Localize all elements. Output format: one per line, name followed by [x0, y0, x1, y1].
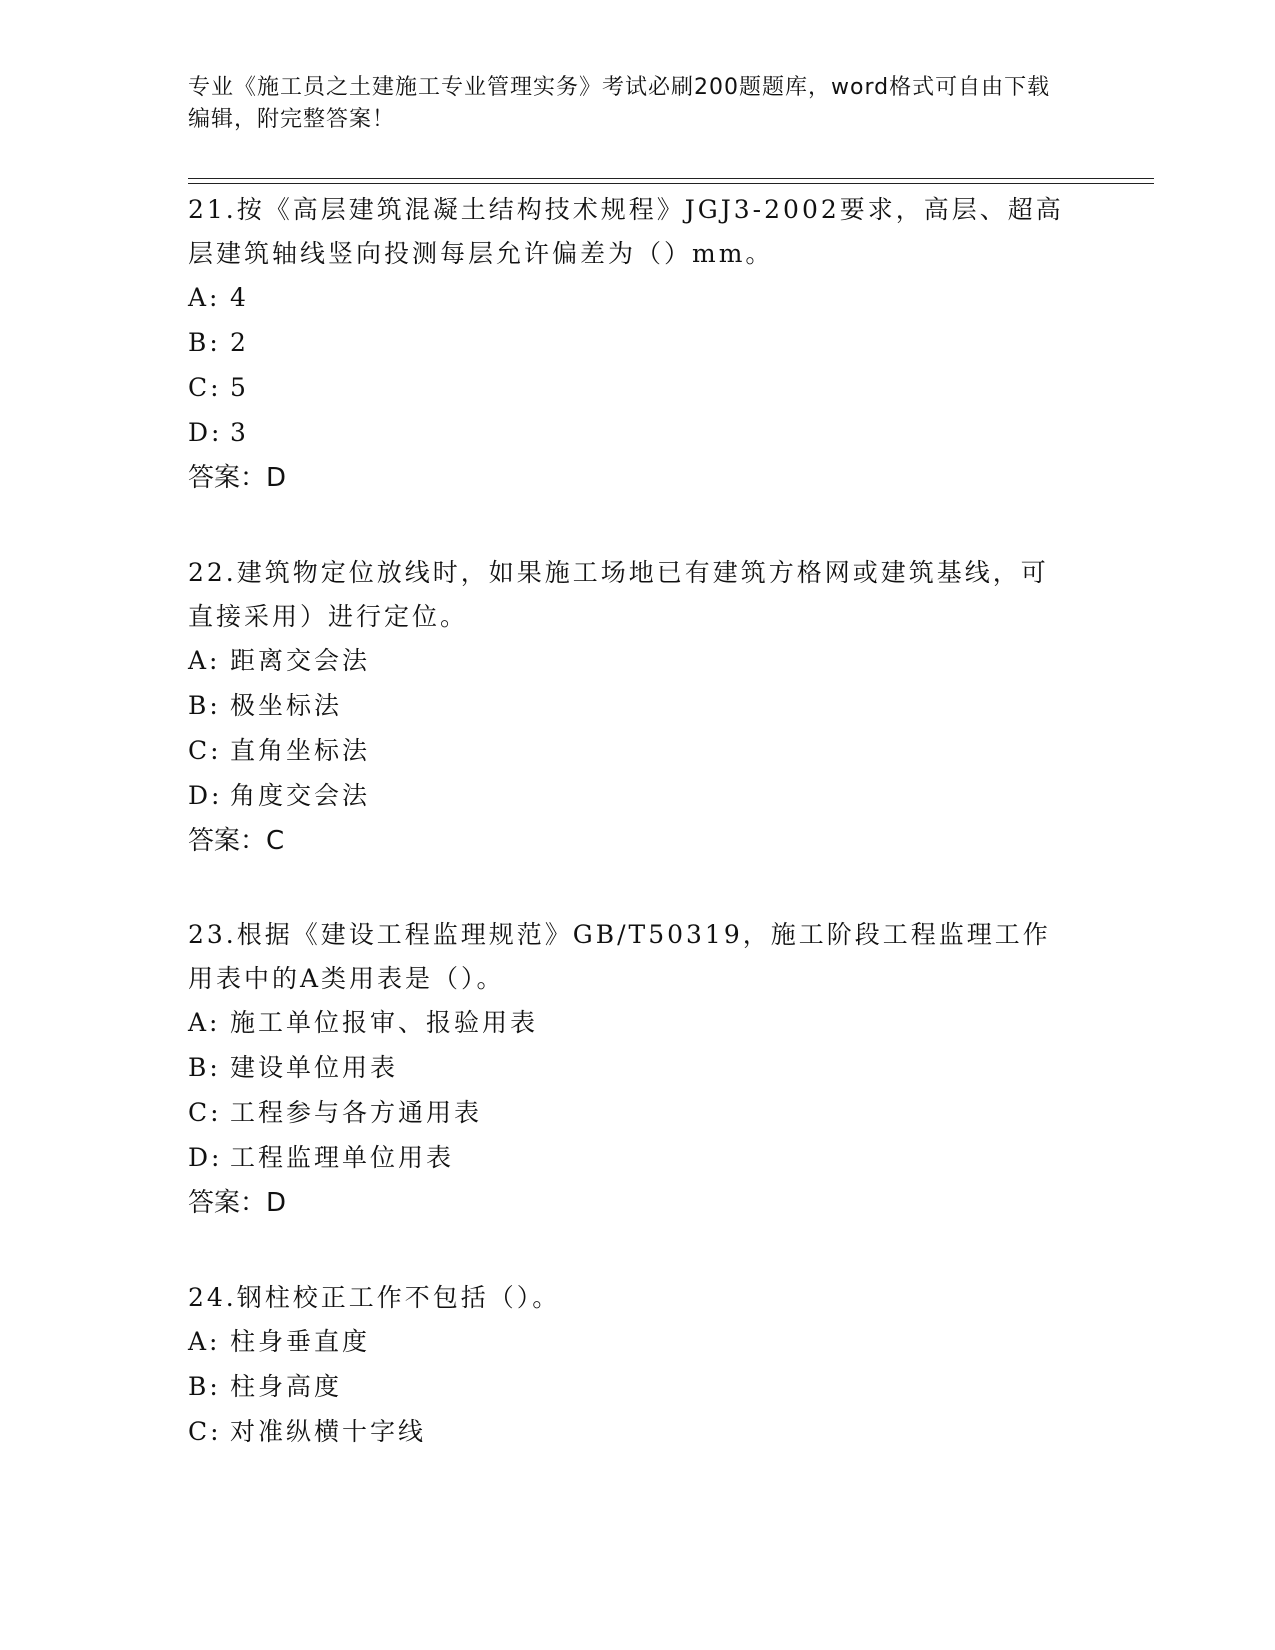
option-key: A: — [188, 283, 221, 312]
option-key: B: — [188, 1372, 221, 1401]
question-stem: 21.按《高层建筑混凝土结构技术规程》JGJ3-2002要求，高层、超高层建筑轴线竖向投测每层允许偏差为（）mm。 — [188, 195, 1064, 268]
option-key: D: — [188, 418, 223, 447]
option-key: C: — [188, 736, 222, 765]
option-key: C: — [188, 1098, 222, 1127]
option-text: 柱身垂直度 — [230, 1327, 371, 1356]
option-key: B: — [188, 1053, 221, 1082]
option-key: B: — [188, 328, 221, 357]
option-key: D: — [188, 1143, 223, 1172]
option-key: C: — [188, 373, 222, 402]
option-text: 4 — [230, 283, 249, 312]
option-c — [188, 366, 1068, 411]
option-a — [188, 1320, 1068, 1365]
option-d — [188, 774, 1068, 819]
option-c — [188, 1410, 1068, 1455]
option-text: 距离交会法 — [230, 646, 371, 675]
option-c — [188, 1091, 1068, 1136]
answer-line: 答案：C — [188, 826, 285, 856]
option-key: D: — [188, 781, 223, 810]
question-22 — [188, 551, 1068, 864]
option-text: 建设单位用表 — [230, 1053, 399, 1082]
question-stem: 22.建筑物定位放线时，如果施工场地已有建筑方格网或建筑基线，可直接采用）进行定位。 — [188, 558, 1049, 631]
question-23 — [188, 913, 1068, 1226]
option-key: C: — [188, 1417, 222, 1446]
option-text: 2 — [230, 328, 249, 357]
option-b — [188, 684, 1068, 729]
option-b — [188, 321, 1068, 366]
question-21 — [188, 188, 1068, 501]
option-text: 工程监理单位用表 — [230, 1143, 455, 1172]
option-key: A: — [188, 1327, 221, 1356]
option-b — [188, 1365, 1068, 1410]
document-header: 专业《施工员之土建施工专业管理实务》考试必刷200题题库，word格式可自由下载编辑，附完整答案！ — [188, 75, 1051, 132]
option-text: 直角坐标法 — [230, 736, 371, 765]
answer-line: 答案：D — [188, 463, 287, 493]
option-text: 对准纵横十字线 — [230, 1417, 427, 1446]
option-text: 3 — [230, 418, 249, 447]
header-divider-top — [188, 178, 1154, 179]
answer-line: 答案：D — [188, 1188, 287, 1218]
option-text: 5 — [230, 373, 249, 402]
question-24 — [188, 1276, 1068, 1455]
option-c — [188, 729, 1068, 774]
option-key: A: — [188, 1008, 221, 1037]
header-divider-bottom — [188, 183, 1154, 184]
option-key: B: — [188, 691, 221, 720]
option-text: 柱身高度 — [230, 1372, 343, 1401]
option-text: 施工单位报审、报验用表 — [230, 1008, 539, 1037]
question-stem: 23.根据《建设工程监理规范》GB/T50319，施工阶段工程监理工作用表中的A类用表是（）。 — [188, 920, 1051, 993]
question-stem: 24.钢柱校正工作不包括（）。 — [188, 1283, 561, 1312]
option-text: 极坐标法 — [230, 691, 343, 720]
option-d — [188, 411, 1068, 456]
option-a — [188, 639, 1068, 684]
option-a — [188, 276, 1068, 321]
option-a — [188, 1001, 1068, 1046]
option-text: 工程参与各方通用表 — [230, 1098, 483, 1127]
option-text: 角度交会法 — [230, 781, 371, 810]
option-d — [188, 1136, 1068, 1181]
option-key: A: — [188, 646, 221, 675]
option-b — [188, 1046, 1068, 1091]
